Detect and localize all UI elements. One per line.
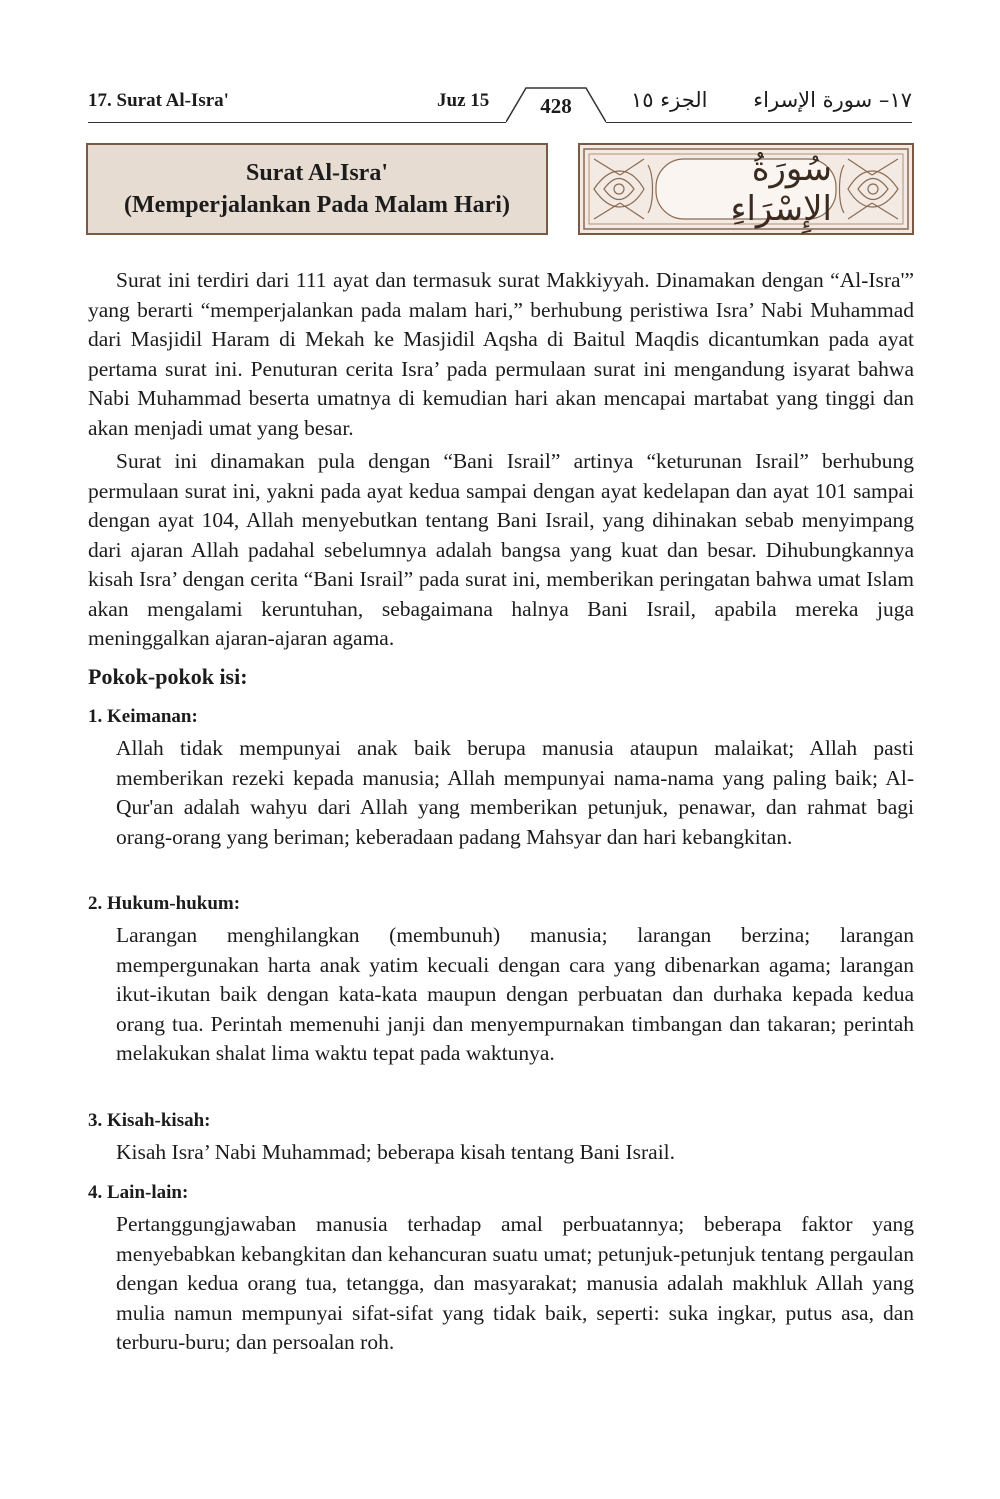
intro-paragraph-2: Surat ini dinamakan pula dengan “Bani Israil” artinya “keturunan Israil” berhubung permulaan surat ini, yakni pada ayat kedua sampai dengan ayat kedelapan dan ayat 101 sampai dengan ayat 104, Allah menyebutkan tentang Bani Israil, yang dihinakan sebab menyimpang dari ajaran Allah padahal sebelumnya adalah bangsa yang kuat dan besar. Dihubungkannya kisah Isra’ dengan cerita “Bani Israil” pada surat ini, memberikan peringatan bahwa umat Islam akan mengalami keruntuhan, sebagaimana halnya Bani Israil, apabila mereka juga meninggalkan ajaran-ajaran agama.	[88, 449, 914, 650]
juz-label-arabic: الجزء ١٥	[631, 88, 708, 112]
intro-paragraph-1: Surat ini terdiri dari 111 ayat dan termasuk surat Makkiyyah. Dinamakan dengan “Al-Isra'” yang berarti “memperjalankan pada malam hari,” berhubung peristiwa Isra’ Nabi Muhammad dari Masjidil Haram di Mekah ke Masjidil Aqsha di Baitul Maqdis dicantumkan pada ayat pertama surat ini. Penuturan cerita Isra’ pada permulaan surat ini mengandung isyarat bahwa Nabi Muhammad beserta umatnya di kemudian hari akan mencapai martabat yang tinggi dan akan menjadi umat yang besar.	[88, 268, 914, 440]
surah-title-box	[86, 143, 548, 235]
surah-name-arabic: ١٧– سورة الإسراء	[753, 88, 912, 112]
section-heading-lain: 4. Lain-lain:	[88, 1182, 189, 1203]
calligraphy-panel	[578, 143, 914, 235]
section-text-hukum: Larangan menghilangkan (membunuh) manusia; larangan berzina; larangan mempergunakan harta anak yatim kecuali dengan cara yang dibenarkan agama; larangan ikut-ikutan baik dengan kata-kata maupun dengan perbuatan dan durhaka kepada kedua orang tua. Perintah memenuhi janji dan menyempurnakan timbangan dan takaran; perintah melakukan shalat lima waktu tepat pada waktunya.	[116, 923, 914, 1065]
contents-subheading: Pokok-pokok isi:	[88, 664, 248, 689]
page-number: 428	[540, 94, 572, 118]
running-header	[0, 0, 1000, 130]
section-text-lain: Pertanggungjawaban manusia terhadap amal perbuatannya; beberapa faktor yang menyebabkan kebangkitan dan kehancuran suatu umat; petunjuk-petunjuk tentang pergaulan dengan kedua orang tua, tetangga, dan masyarakat; manusia adalah makhluk Allah yang mulia namun mempunyai sifat-sifat yang tidak baik, seperti: suka ingkar, putus asa, dan terburu-buru; dan persoalan roh.	[116, 1212, 914, 1354]
section-heading-keimanan: 1. Keimanan:	[88, 706, 198, 727]
surah-title-meaning: (Memperjalankan Pada Malam Hari)	[124, 192, 510, 218]
section-heading-hukum: 2. Hukum-hukum:	[88, 893, 241, 914]
surah-title: Surat Al-Isra'	[245, 160, 388, 186]
juz-label: Juz 15	[437, 90, 490, 111]
section-text-keimanan: Allah tidak mempunyai anak baik berupa manusia ataupun malaikat; Allah pasti memberikan rezeki kepada manusia; Allah mempunyai nama-nama yang paling baik; Al-Qur'an adalah wahyu dari Allah yang memberikan petunjuk, penawar, dan rahmat bagi orang-orang yang beriman; keberadaan padang Mahsyar dan hari kebangkitan.	[116, 736, 914, 849]
surah-name-calligraphy: سُورَةُ الإِسْرَاءِ	[730, 149, 832, 229]
section-heading-kisah: 3. Kisah-kisah:	[88, 1110, 211, 1131]
header-rule-left	[88, 122, 506, 123]
header-rule-right	[606, 122, 912, 123]
surah-name-latin: 17. Surat Al-Isra'	[88, 90, 229, 111]
section-text-kisah: Kisah Isra’ Nabi Muhammad; beberapa kisah tentang Bani Israil.	[116, 1140, 676, 1164]
